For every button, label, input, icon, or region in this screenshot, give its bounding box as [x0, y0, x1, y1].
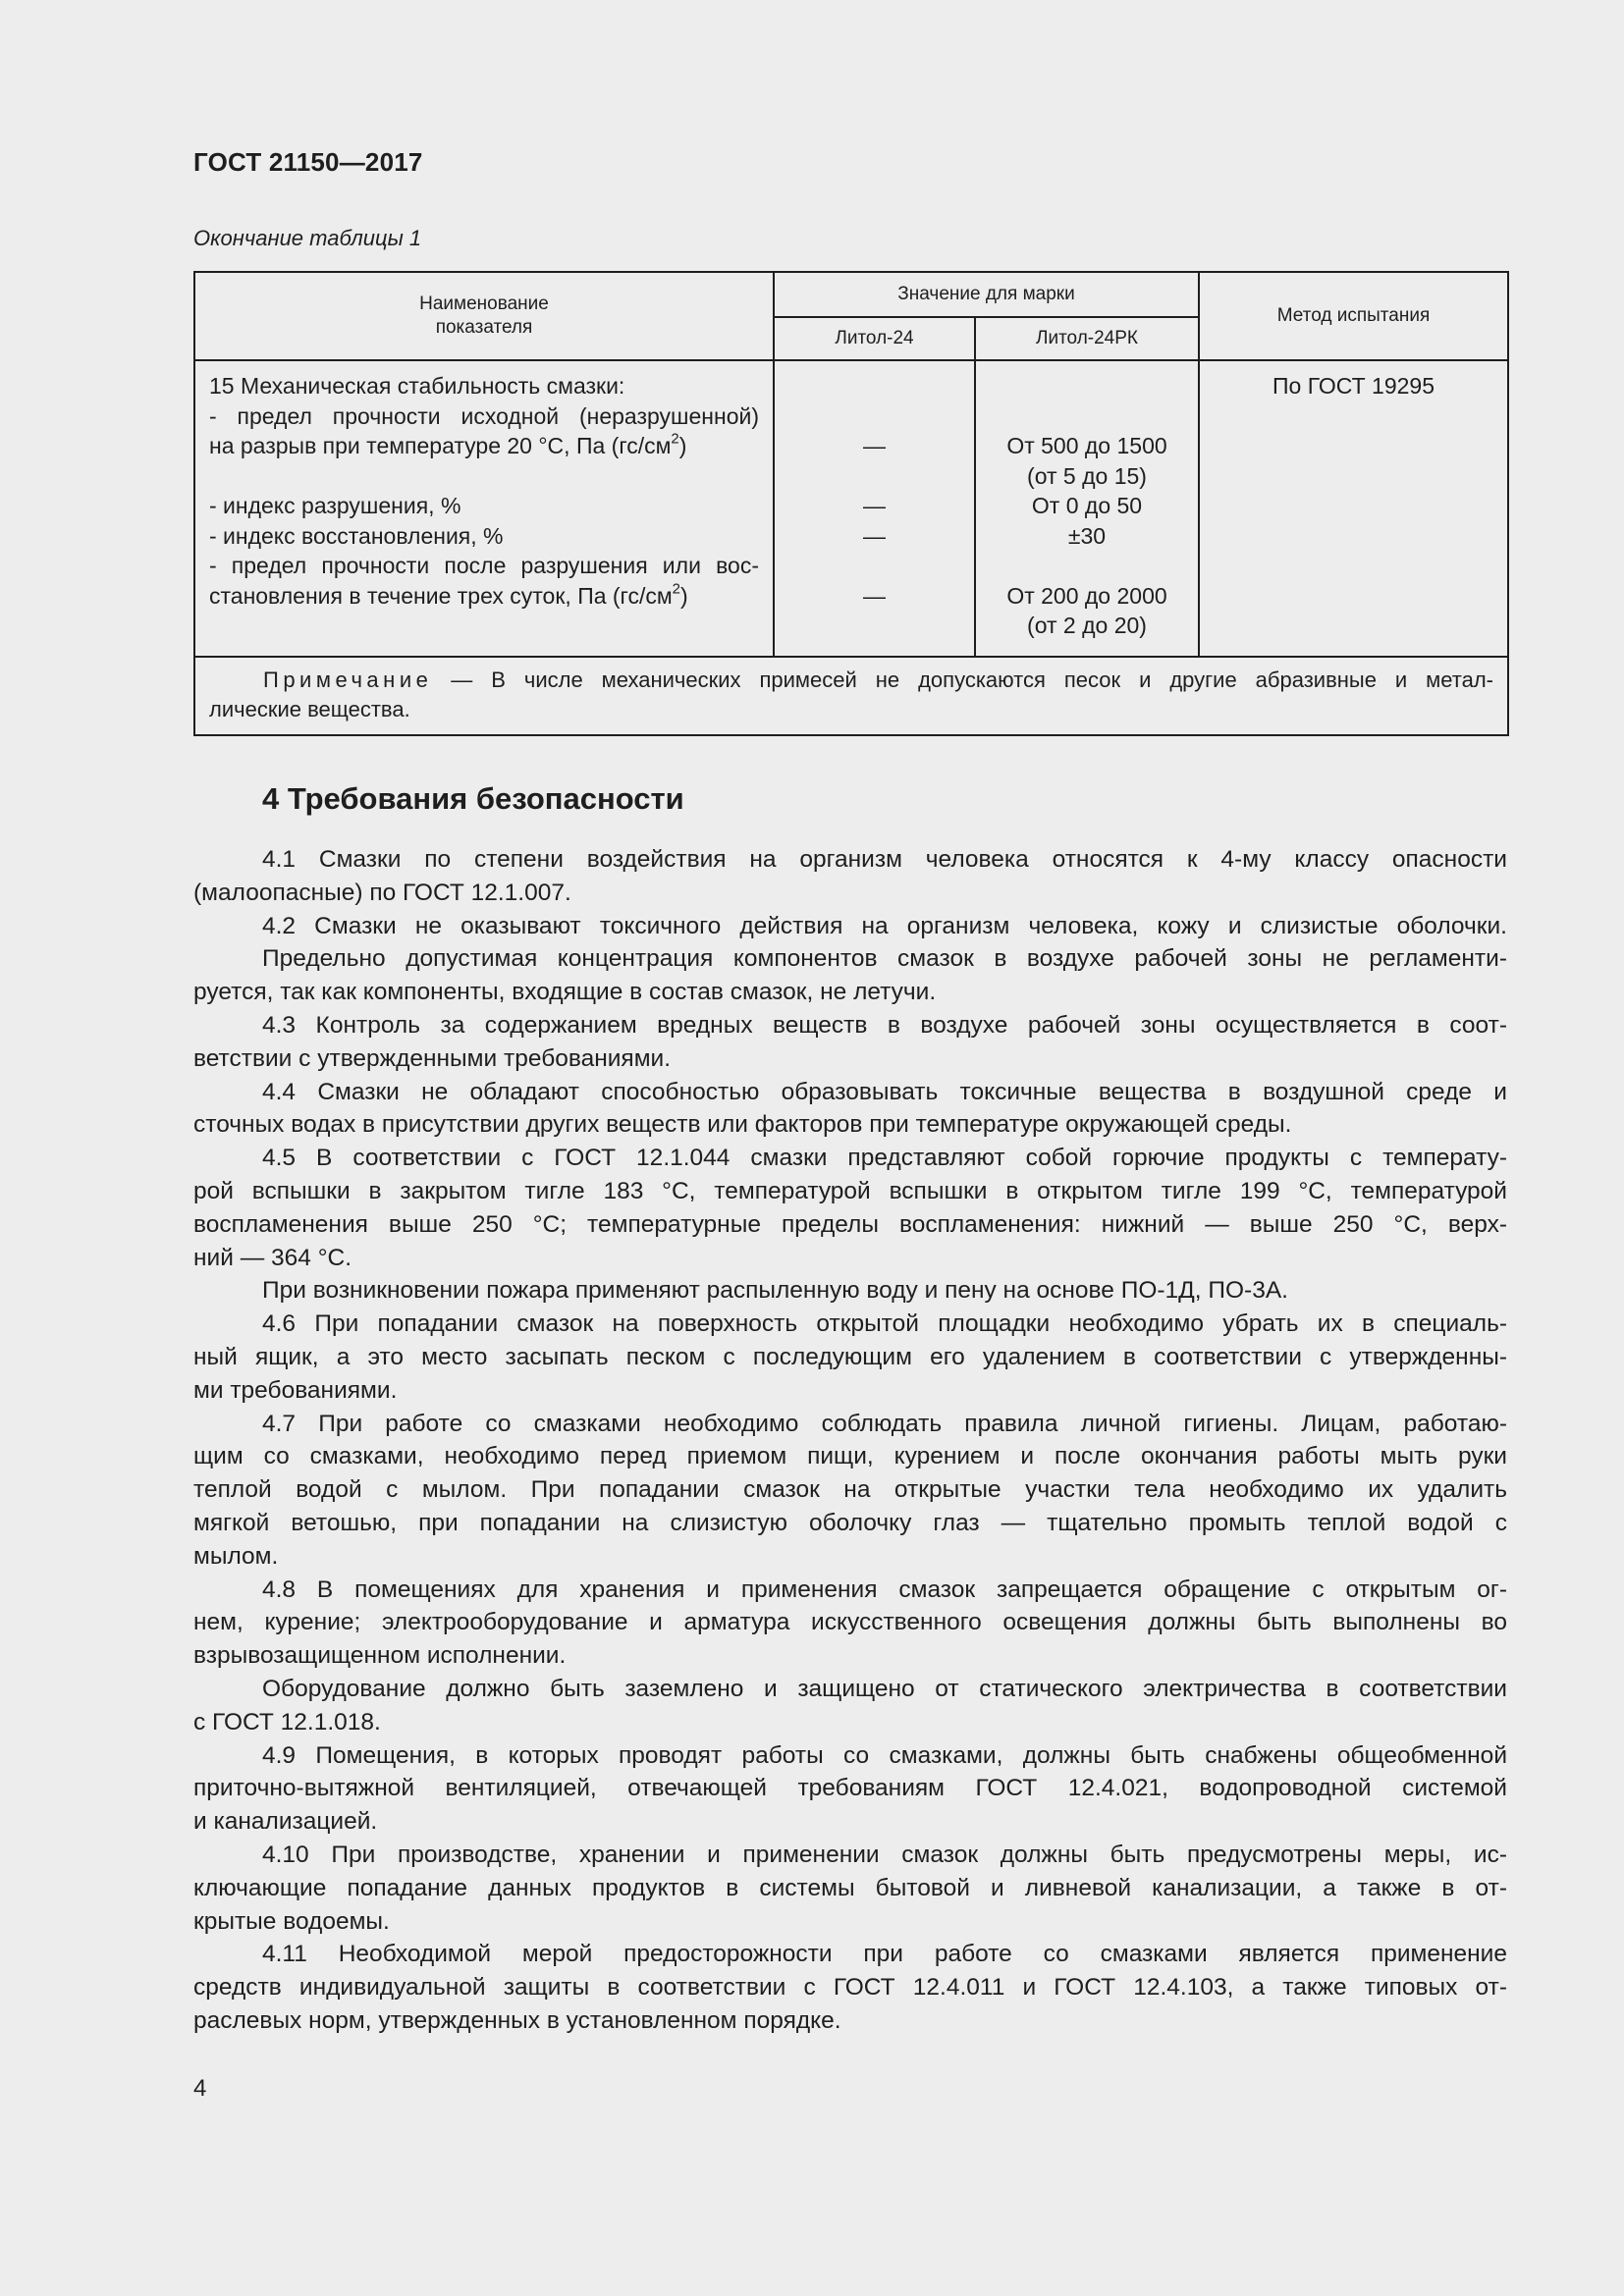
- superscript: 2: [671, 430, 679, 448]
- value-line: [775, 371, 974, 401]
- paragraph-line: и канализацией.: [193, 1808, 378, 1836]
- indicator-line: 15 Механическая стабильность смазки:: [209, 373, 625, 399]
- header-brand-litol24: Литол-24: [774, 317, 975, 360]
- paragraph-line: 4.9 Помещения, в которых проводят работы со смазками, должны быть снабжены общеобменной: [262, 1741, 1507, 1769]
- paragraph-line: 4.6 При попадании смазок на поверхность открытой площадки необходимо убрать их в специаль-: [262, 1310, 1507, 1338]
- value-line: [775, 551, 974, 581]
- document-code: ГОСТ 21150—2017: [193, 147, 423, 177]
- paragraph-line: 4.11 Необходимой мерой предосторожности при работе со смазками является применение: [262, 1941, 1507, 1968]
- paragraph-line: раслевых норм, утвержденных в установленном порядке.: [193, 2006, 841, 2034]
- paragraph-line: 4.3 Контроль за содержанием вредных веществ в воздухе рабочей зоны осуществляется в соот-: [262, 1011, 1507, 1039]
- paragraph-line: 4.8 В помещениях для хранения и применения смазок запрещается обращение с открытым ог-: [262, 1575, 1507, 1603]
- superscript: 2: [672, 580, 680, 598]
- value-line: —: [863, 582, 886, 609]
- indicator-line: [209, 461, 759, 492]
- section-body: [193, 843, 1507, 2038]
- paragraph-line: взрывозащищенном исполнении.: [193, 1642, 567, 1670]
- paragraph-line: 4.10 При производстве, хранении и применении смазок должны быть предусмотрены меры, ис-: [262, 1841, 1507, 1868]
- header-method: Метод испытания: [1199, 272, 1508, 360]
- header-value-group: Значение для марки: [774, 272, 1199, 317]
- paragraph-line: воспламенения выше 250 °С; температурные пределы воспламенения: нижний — выше 250 °С, верх-: [193, 1210, 1507, 1238]
- value-line: От 200 до 2000: [1006, 582, 1167, 609]
- paragraph-line: (малоопасные) по ГОСТ 12.1.007.: [193, 879, 571, 906]
- indicator-line: - индекс разрушения, %: [209, 493, 461, 518]
- litol24rk-values-cell: [975, 360, 1199, 657]
- header-brand-litol24rk: Литол-24РК: [975, 317, 1199, 360]
- table-caption: Окончание таблицы 1: [193, 226, 422, 250]
- table-note-row: [194, 657, 1508, 735]
- value-line: [775, 401, 974, 432]
- paragraph-line: руется, так как компоненты, входящие в состав смазок, не летучи.: [193, 979, 937, 1006]
- paragraph-line: 4.4 Смазки не обладают способностью образовывать токсичные вещества в воздушной среде и: [262, 1078, 1507, 1105]
- paragraph-line: ми требованиями.: [193, 1376, 398, 1404]
- paragraph-line: мягкой ветошью, при попадании на слизистую оболочку глаз — тщательно промыть теплой водой с: [193, 1509, 1507, 1536]
- paragraph-line: рой вспышки в закрытом тигле 183 °С, температурой вспышки в открытом тигле 199 °С, температурой: [193, 1177, 1507, 1204]
- value-line: —: [863, 493, 886, 518]
- paragraph-line: 4.7 При работе со смазками необходимо соблюдать правила личной гигиены. Лицам, работаю-: [262, 1410, 1507, 1437]
- paragraph-line: 4.1 Смазки по степени воздействия на организм человека относятся к 4-му классу опасности: [262, 846, 1507, 873]
- paragraph-line: теплой водой с мылом. При попадании смазок на открытые участки тела необходимо их удалить: [193, 1476, 1507, 1504]
- paragraph-line: мылом.: [193, 1542, 279, 1570]
- value-line: (от 5 до 15): [1027, 462, 1147, 489]
- table-header-row: [194, 272, 1508, 317]
- paragraph-line: 4.5 В соответствии с ГОСТ 12.1.044 смазки представляют собой горючие продукты с температу-: [262, 1145, 1507, 1172]
- paragraph-line: При возникновении пожара применяют распыленную воду и пену на основе ПО-1Д, ПО-3А.: [262, 1277, 1288, 1305]
- spec-table: [193, 271, 1509, 736]
- paragraph-line: средств индивидуальной защиты в соответствии с ГОСТ 12.4.011 и ГОСТ 12.4.103, а также типовых от-: [193, 1974, 1507, 2002]
- paragraph-line: с ГОСТ 12.1.018.: [193, 1708, 381, 1735]
- indicator-line: [209, 611, 759, 641]
- value-line: —: [863, 433, 886, 458]
- paragraph-line: щим со смазками, необходимо перед приемом пищи, курением и после окончания работы мыть руки: [193, 1443, 1507, 1470]
- value-line: [976, 551, 1198, 581]
- paragraph-line: ветствии с утвержденными требованиями.: [193, 1044, 672, 1072]
- value-line: [976, 371, 1198, 401]
- header-name: Наименование показателя: [194, 272, 774, 360]
- paragraph-line: ный ящик, а это место засыпать песком с последующим его удалением в соответствии с утвержденны-: [193, 1343, 1507, 1370]
- table-note: [194, 657, 1508, 735]
- note-text: лические вещества.: [209, 697, 410, 721]
- indicator-line: - предел прочности после разрушения или вос-: [209, 553, 759, 578]
- table-row: [194, 360, 1508, 657]
- indicator-name-cell: [194, 360, 774, 657]
- litol24-values-cell: [774, 360, 975, 657]
- value-line: От 0 до 50: [1031, 493, 1143, 518]
- page-number: 4: [193, 2075, 207, 2102]
- indicator-line: - индекс восстановления, %: [209, 522, 504, 549]
- paragraph-line: сточных водах в присутствии других веществ или факторов при температуре окружающей среды.: [193, 1111, 1292, 1139]
- value-line: [775, 461, 974, 492]
- paragraph-line: Предельно допустимая концентрация компонентов смазок в воздухе рабочей зоны не регламенти-: [262, 945, 1507, 973]
- indicator-line: становления в течение трех суток, Па $(гс/см^2)$: [209, 580, 688, 609]
- paragraph-line: ний — 364 °С.: [193, 1244, 352, 1271]
- indicator-line: - предел прочности исходной (неразрушенной): [209, 402, 759, 429]
- paragraph-line: ключающие попадание данных продуктов в системы бытовой и ливневой канализации, а также в от-: [193, 1874, 1507, 1901]
- paragraph-line: 4.2 Смазки не оказывают токсичного действия на организм человека, кожу и слизистые оболочки.: [262, 912, 1507, 939]
- paragraph-line: приточно-вытяжной вентиляцией, отвечающей требованиям ГОСТ 12.4.021, водопроводной системой: [193, 1775, 1507, 1802]
- value-line: (от 2 до 20): [1027, 613, 1147, 638]
- method-value: По ГОСТ 19295: [1272, 373, 1435, 399]
- value-line: От 500 до 1500: [1006, 433, 1167, 458]
- section-title: 4 Требования безопасности: [262, 781, 684, 816]
- value-line: —: [863, 522, 886, 549]
- paragraph-line: крытые водоемы.: [193, 1907, 390, 1935]
- method-cell: [1199, 360, 1508, 657]
- note-label: Примечание: [263, 667, 433, 692]
- note-text: — В числе механических примесей не допускаются песок и другие абразивные и метал-: [432, 667, 1493, 692]
- indicator-line: на разрыв при температуре 20 °С, Па $(гс/см^2)$: [209, 430, 687, 458]
- value-line: ±30: [1067, 522, 1107, 549]
- paragraph-line: нем, курение; электрооборудование и арматура искусственного освещения должны быть выполнены во: [193, 1609, 1507, 1636]
- value-line: [775, 611, 974, 641]
- value-line: [976, 401, 1198, 432]
- paragraph-line: Оборудование должно быть заземлено и защищено от статического электричества в соответствии: [262, 1675, 1507, 1702]
